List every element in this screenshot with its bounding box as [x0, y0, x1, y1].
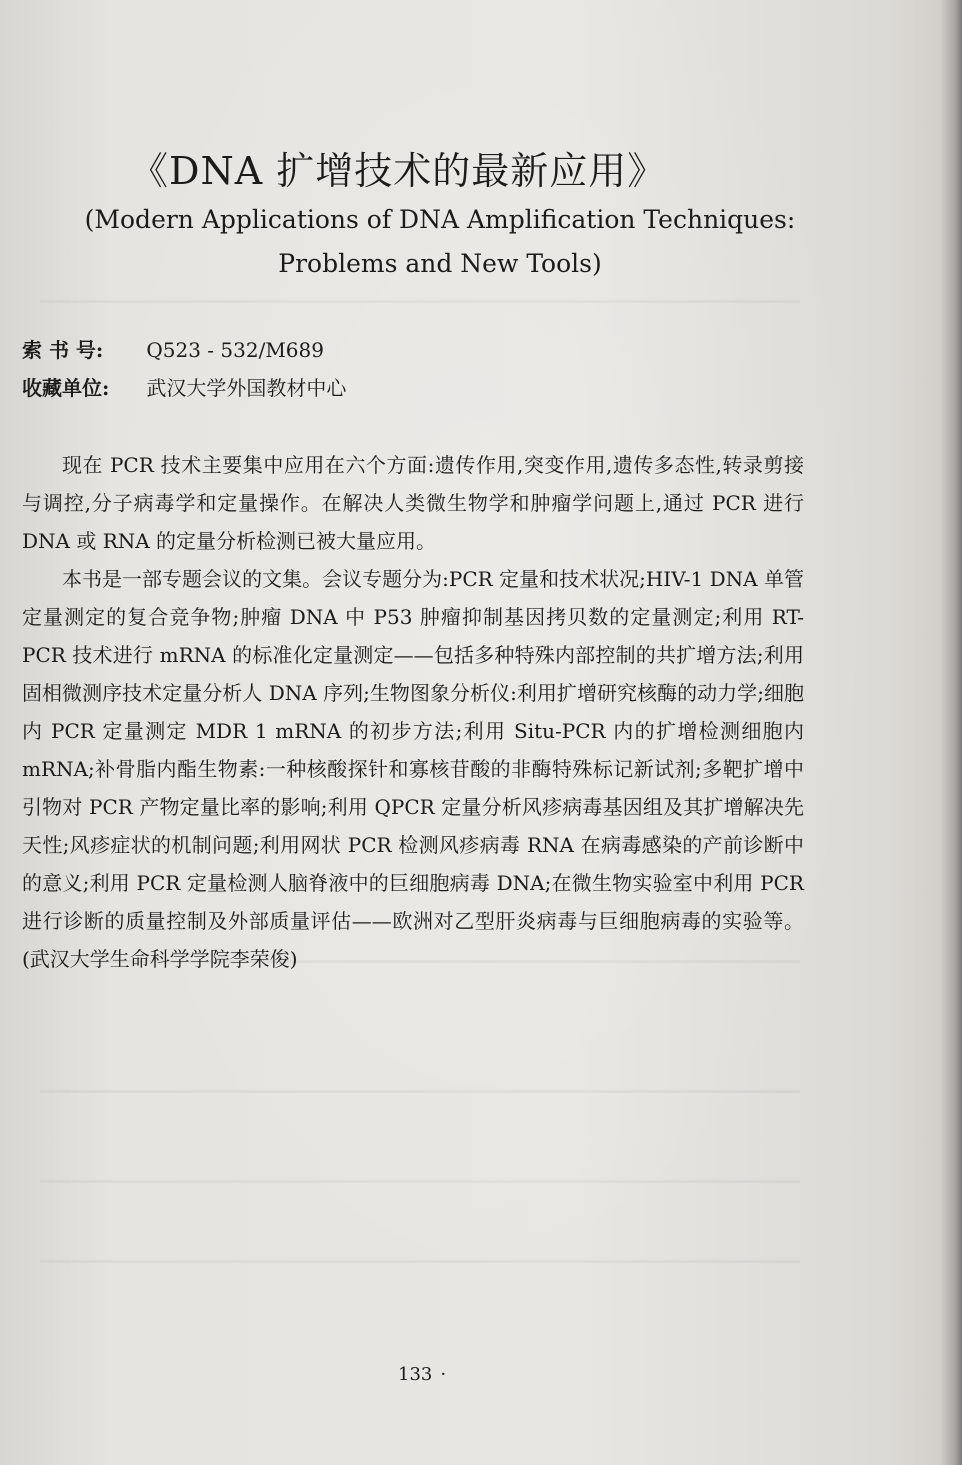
book-title: 《DNA 扩增技术的最新应用》	[130, 149, 667, 193]
paragraph-intro: 现在 PCR 技术主要集中应用在六个方面:遗传作用,突变作用,遗传多态性,转录剪接与调控,分子病毒学和定量操作。在解决人类微生物学和肿瘤学问题上,通过 PCR 进行 DNA 或 RNA 的定量分析检测已被大量应用。	[22, 453, 804, 553]
holding-unit-row	[22, 372, 346, 401]
bleed-through-mark	[40, 1260, 800, 1263]
body-text	[22, 446, 804, 978]
bleed-through-mark	[40, 300, 800, 303]
page-number: 133 ·	[398, 1364, 446, 1385]
call-number-label: 索 书 号:	[22, 338, 104, 362]
page-edge-shadow	[940, 0, 962, 1465]
bleed-through-mark	[40, 1090, 800, 1093]
paragraph-summary: 本书是一部专题会议的文集。会议专题分为:PCR 定量和技术状况;HIV-1 DNA 单管定量测定的复合竞争物;肿瘤 DNA 中 P53 肿瘤抑制基因拷贝数的定量测定;利用 RT-PCR 技术进行 mRNA 的标准化定量测定——包括多种特殊内部控制的共扩增方法;利用固相微测序技术定量分析人 DNA 序列;生物图象分析仪:利用扩增研究核酶的动力学;细胞内 PCR 定量测定 MDR 1 mRNA 的初步方法;利用 Situ-PCR 内的扩增检测细胞内 mRNA;补骨脂内酯生物素:一种核酸探针和寡核苷酸的非酶特殊标记新试剂;多靶扩增中引物对 PCR 产物定量比率的影响;利用 QPCR 定量分析风疹病毒基因组及其扩增解决先天性;风疹症状的机制问题;利用网状 PCR 检测风疹病毒 RNA 在病毒感染的产前诊断中的意义;利用 PCR 定量检测人脑脊液中的巨细胞病毒 DNA;在微生物实验室中利用 PCR 进行诊断的质量控制及外部质量评估——欧洲对乙型肝炎病毒与巨细胞病毒的实验等。(武汉大学生命科学学院李荣俊)	[22, 567, 804, 971]
holding-unit-value: 武汉大学外国教材中心	[146, 376, 347, 400]
book-subtitle: (Modern Applications of DNA Amplification Techniques: Problems and New Tools)	[84, 205, 796, 278]
call-number-value: Q523 - 532/M689	[146, 338, 324, 362]
call-number-row	[22, 334, 324, 363]
bleed-through-mark	[40, 1180, 800, 1183]
holding-unit-label: 收藏单位:	[22, 376, 110, 400]
